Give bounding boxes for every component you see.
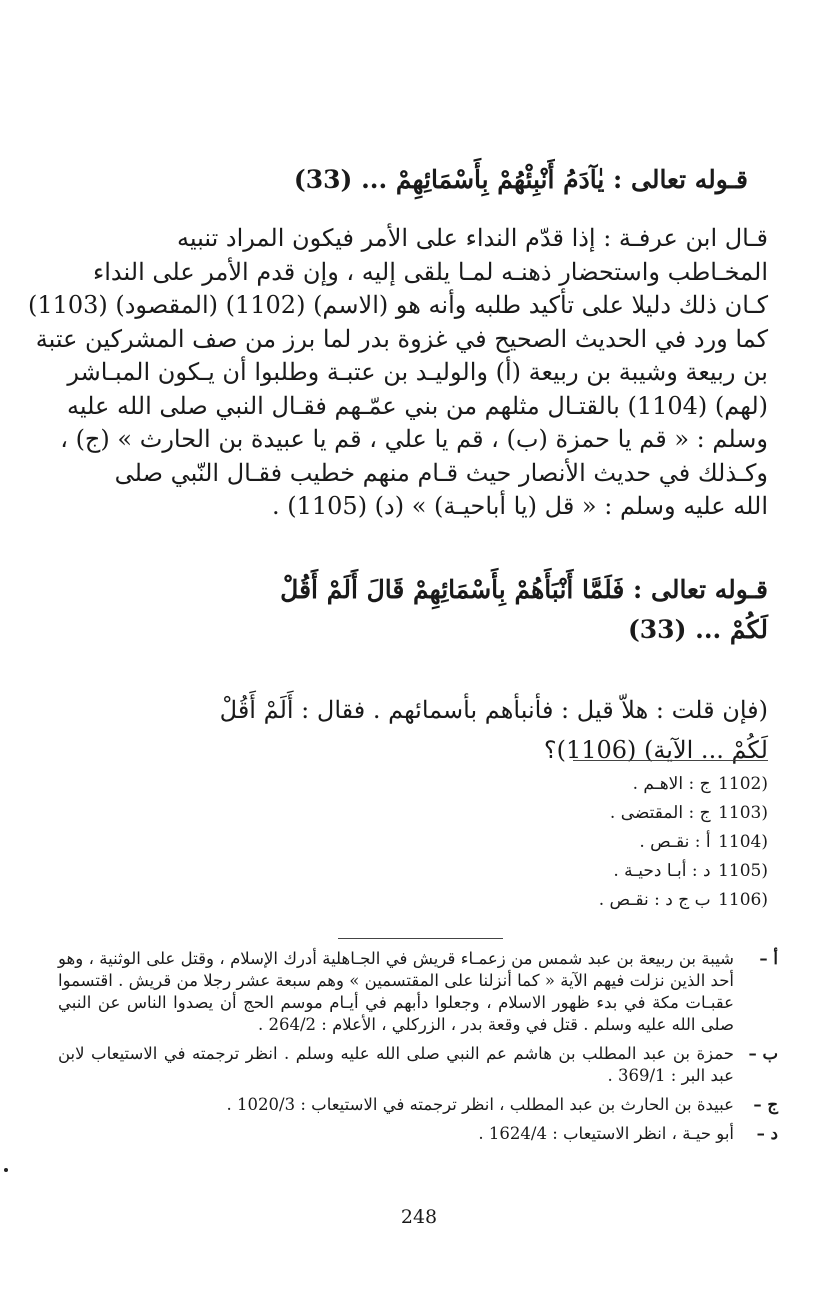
note-marker: ب – [748,1044,778,1063]
variant-item [468,799,768,828]
question-paragraph [78,690,768,770]
variant-item [468,770,768,799]
note-item [58,948,778,1036]
variant-text: ب ج د : نقـص . [598,890,711,910]
heading-line: لَكُمْ ... (33) [627,615,768,644]
note-marker: أ – [759,949,778,968]
variant-item [468,828,768,857]
paragraph-line: لَكُمْ ... الآية) (1106)؟ [543,736,768,764]
variant-item [468,886,768,915]
note-item [58,1043,778,1087]
paragraph-line: وكـذلك في حديث الأنصار حيث قـام منهم خطيب فقـال النّبي صلى [114,458,768,487]
paragraph-line: الله عليه وسلم : « قل (يا أباحيـة) » (د) (1105) . [271,492,768,520]
note-text: عبيدة بن الحارث بن عبد المطلب ، انظر ترجمته في الاستيعاب : 1020/3 . [226,1095,734,1114]
scan-speck [4,1168,8,1172]
biographical-notes-list [58,948,778,1152]
paragraph-line: (فإن قلت : هلاّ قيل : فأنبأهم بأسمائهم . فقال : أَلَمْ أَقُلْ [219,696,768,724]
paragraph-line: كما ورد في الحديث الصحيح في غزوة بدر لما برز من صف المشركين عتبة [35,324,768,353]
paragraph-line: بن ربيعة وشيبة بن ربيعة (أ) والوليـد بن عتبـة وطلبوا أن يـكون المبـاشر [67,358,768,386]
paragraph-line: وسلم : « قم يا حمزة (ب) ، قم يا علي ، قم يا عبيدة بن الحارث » (ج) ، [60,425,768,453]
variant-number: (1103 [718,803,768,823]
variant-text: أ : نقـص . [639,832,711,852]
paragraph-line: كـان ذلك دليلا على تأكيد طلبه وأنه هو (الاسم) (1102) (المقصود) (1103) [27,291,768,319]
variant-readings-list [468,770,768,915]
variant-number: (1105 [718,861,768,881]
variant-number: (1102 [718,774,768,794]
heading-line: قـوله تعالى : فَلَمَّا أَنْبَأَهُمْ بِأَسْمَائِهِمْ قَالَ أَلَمْ أَقُلْ [280,575,768,604]
note-text: حمزة بن عبد المطلب بن هاشم عم النبي صلى الله عليه وسلم . انظر ترجمته في الاستيعاب لابن عبد البر : 369/1 . [58,1044,734,1085]
paragraph-line: قـال ابن عرفـة : إذا قدّم النداء على الأمر فيكون المراد تنبيه [177,224,768,252]
note-text: شيبة بن ربيعة بن عبد شمس من زعمـاء قريش في الجـاهلية أدرك الإسلام ، وقتل على الوثنية ، وهو أحد الذين نزلت فيهم الآية « كما أنزلنا على المقتسمين » وهم سبعة عشر رجلا من قريش . اقتسموا عقبـات مكة في بدء ظهور الاسلام ، وجعلوا دأبهم في أيـام موسم الحج أن يصدوا الناس عن النبي صلى الله عليه وسلم . قتل في وقعة بدر ، الزركلي ، الأعلام : 264/2 . [58,949,734,1034]
paragraph-line: المخـاطب واستحضار ذهنـه لمـا يلقى إليه ، وإن قدم الأمر على النداء [92,257,768,286]
note-marker: د – [756,1124,778,1143]
note-item [58,1123,778,1145]
variant-item [468,857,768,886]
page-number: 248 [400,1206,438,1228]
variant-number: (1106 [718,890,768,910]
variant-text: د : أبـا دحيـة . [613,861,711,881]
paragraph-line: (لهم) (1104) بالقتـال مثلهم من بني عمّـهم فقـال النبي صلى الله عليه [66,391,768,420]
verse-heading-2 [78,570,768,650]
variant-text: ج : المقتضى . [609,803,711,823]
footnote-divider [573,760,768,761]
variant-text: ج : الاهـم . [632,774,711,794]
verse-heading-1: قـوله تعالى : يٰآدَمُ أَنْبِئْهُمْ بِأَسْمَائِهِمْ ... (33) [293,165,748,194]
note-marker: ج – [753,1095,778,1114]
note-text: أبو حيـة ، انظر الاستيعاب : 1624/4 . [478,1124,734,1143]
variant-number: (1104 [718,832,768,852]
notes-divider [338,938,503,939]
commentary-paragraph [27,222,768,524]
note-item [58,1094,778,1116]
